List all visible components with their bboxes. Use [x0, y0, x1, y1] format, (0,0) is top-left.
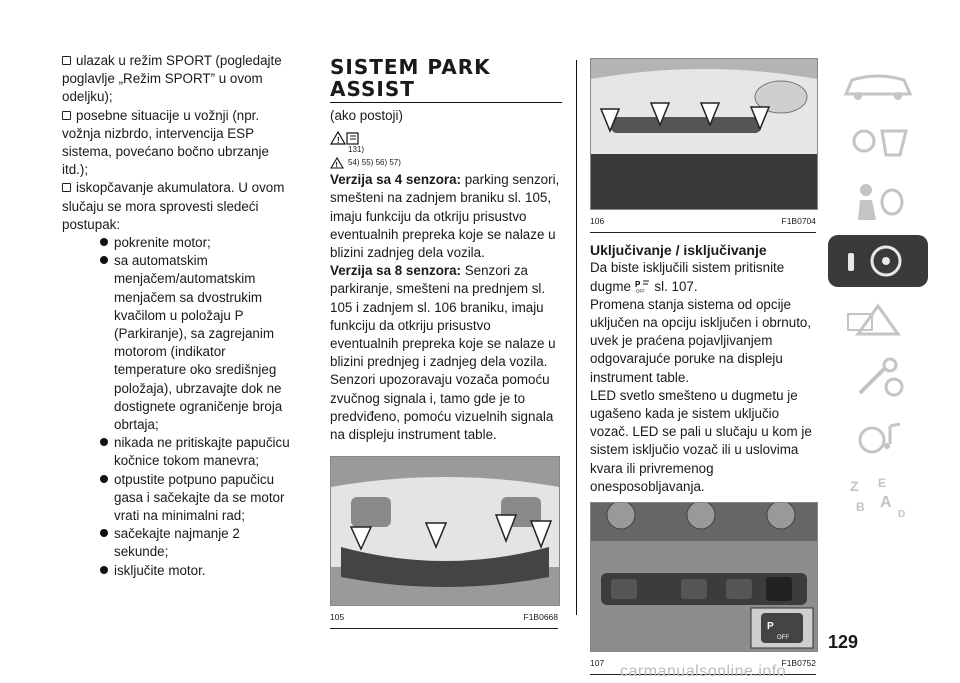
section-title: SISTEM PARK ASSIST — [330, 55, 491, 101]
paragraph: Verzija sa 8 senzora: Senzori za parkiranje, smešteni na prednjem sl. 105 i zadnjem sl. 106 braniku, imaju funkciju da otkriju prisustvo eventualnih prepreka koje se nalaze u blizini prednjeg i zadnjeg dela vozila. — [330, 263, 556, 370]
dashboard-button-image — [591, 503, 817, 651]
warning-ref-numbers: 131) — [348, 145, 365, 155]
chapter-tab-starting-driving[interactable] — [828, 235, 928, 287]
figure-caption: 105 F1B0668 — [330, 608, 558, 629]
svg-text:Z: Z — [850, 478, 859, 494]
park-sensor-off-icon — [635, 279, 651, 293]
svg-text:OFF: OFF — [635, 288, 645, 293]
alphabetical-index-icon — [828, 471, 928, 523]
page-number: 129 — [828, 632, 859, 652]
list-item: sačekajte najmanje 2 sekunde; — [62, 525, 292, 561]
bullet-dot-icon — [100, 475, 108, 483]
multimedia-icon — [828, 412, 928, 464]
breakdown-triangle-icon — [828, 294, 928, 346]
chapter-tab-safety[interactable] — [828, 176, 928, 228]
list-item: pokrenite motor; — [62, 234, 292, 252]
list-item: nikada ne pritiskajte papučicu kočnice tokom manevra; — [62, 434, 292, 470]
figure-caption: 106 F1B0704 — [590, 212, 816, 233]
list-item: isključite motor. — [62, 562, 292, 580]
bullet-dot-icon — [100, 256, 108, 264]
svg-text:D: D — [898, 509, 906, 520]
airbag-seat-icon — [828, 176, 928, 228]
bullet-dot-icon — [100, 566, 108, 574]
column-3 — [590, 58, 816, 675]
chapter-sidebar — [828, 58, 928, 530]
steering-key-icon — [828, 235, 928, 287]
figure-caption: 107 F1B0752 — [590, 654, 816, 675]
paragraph: Verzija sa 4 senzora: parking senzori, smešteni na zadnjem braniku sl. 105, imaju funkciju da otkriju prisustvo eventualnih prepreka koje se nalaze u blizini zadnjeg dela vozila. — [330, 172, 560, 261]
off-label: OFF — [777, 635, 789, 642]
list-item: ulazak u režim SPORT (pogledajte poglavlje „Režim SPORT” u ovom odeljku); — [62, 53, 282, 105]
rear-bumper-image — [331, 457, 559, 605]
column-2 — [330, 56, 562, 629]
chapter-tab-emergency[interactable] — [828, 294, 928, 346]
list-item: sa automatskim menjačem/automatskim menjačem sa dvostrukim kvačilom u položaju P (Parkiranje), sa zagrejanim motorom (indikator temperature oko središnjeg položaja), ubrzavajte dok ne dostignete ograničenje broja obrtaja; — [62, 252, 292, 434]
caution-book-icon — [330, 131, 360, 145]
svg-text:A: A — [880, 494, 892, 511]
svg-text:!: ! — [335, 162, 338, 170]
chapter-tab-multimedia[interactable] — [828, 412, 928, 464]
checkbox-bullet-icon — [62, 56, 71, 65]
note-ref: ! 54) 55) 56) 57) — [330, 157, 562, 169]
figure-105 — [330, 456, 560, 606]
bullet-dot-icon — [100, 529, 108, 537]
bullet-dot-icon — [100, 238, 108, 246]
chapter-tab-dashboard[interactable] — [828, 58, 928, 110]
subsection-heading: Uključivanje / isključivanje — [590, 242, 767, 259]
svg-text:P: P — [634, 279, 641, 289]
car-dashboard-icon — [828, 58, 928, 110]
svg-text:E: E — [878, 476, 887, 490]
list-item: posebne situacije u vožnji (npr. vožnja nizbrdo, intervencija ESP sistema, povećano bočno ubrzanje itd.); — [62, 107, 269, 178]
figure-106 — [590, 58, 818, 210]
service-wrench-icon — [828, 353, 928, 405]
svg-text:!: ! — [337, 136, 340, 146]
warning-lights-icon — [828, 117, 928, 169]
chapter-tab-maintenance[interactable] — [828, 353, 928, 405]
chapter-tab-index[interactable] — [828, 471, 928, 523]
list-item: iskopčavanje akumulatora. U ovom slučaju se mora sprovesti sledeći postupak: — [62, 180, 285, 232]
svg-text:P: P — [767, 621, 774, 633]
front-bumper-image — [591, 59, 817, 209]
paragraph: Senzori upozoravaju vozača pomoću zvučnog signala i, tamo gde je to predviđeno, pomoću vizuelnih signala na displeju instrument table. — [330, 372, 554, 443]
warning-ref — [330, 131, 562, 145]
watermark: carmanualsonline.info — [620, 663, 787, 680]
checkbox-bullet-icon — [62, 183, 71, 192]
bullet-dot-icon — [100, 438, 108, 446]
paragraph: Da biste isključili sistem pritisnite dugme P OFF sl. 107. — [590, 260, 785, 294]
chapter-tab-warning-lights[interactable] — [828, 117, 928, 169]
column-1 — [62, 52, 292, 580]
paragraph: LED svetlo smešteno u dugmetu je ugašeno kada je sistem uključio vozač. LED se pali u slučaju u kom je sistem isključio vozač ili u uslovima kvara ili privremenog onesposobljavanja. — [590, 387, 812, 494]
list-item: otpustite potpuno papučicu gasa i sačekajte da se motor vrati na minimalni rad; — [62, 471, 292, 526]
paragraph: Promena stanja sistema od opcije uključen na opciju isključen i obrnuto, uvek je praćena pojavljivanjem odgovarajuće poruke na displeju instrument table. — [590, 296, 812, 385]
title-rule — [330, 102, 562, 103]
checkbox-bullet-icon — [62, 111, 71, 120]
warning-triangle-icon — [330, 157, 344, 169]
svg-text:B: B — [856, 500, 865, 514]
optional-note: (ako postoji) — [330, 108, 403, 123]
figure-107 — [590, 502, 818, 652]
column-divider — [576, 60, 577, 615]
